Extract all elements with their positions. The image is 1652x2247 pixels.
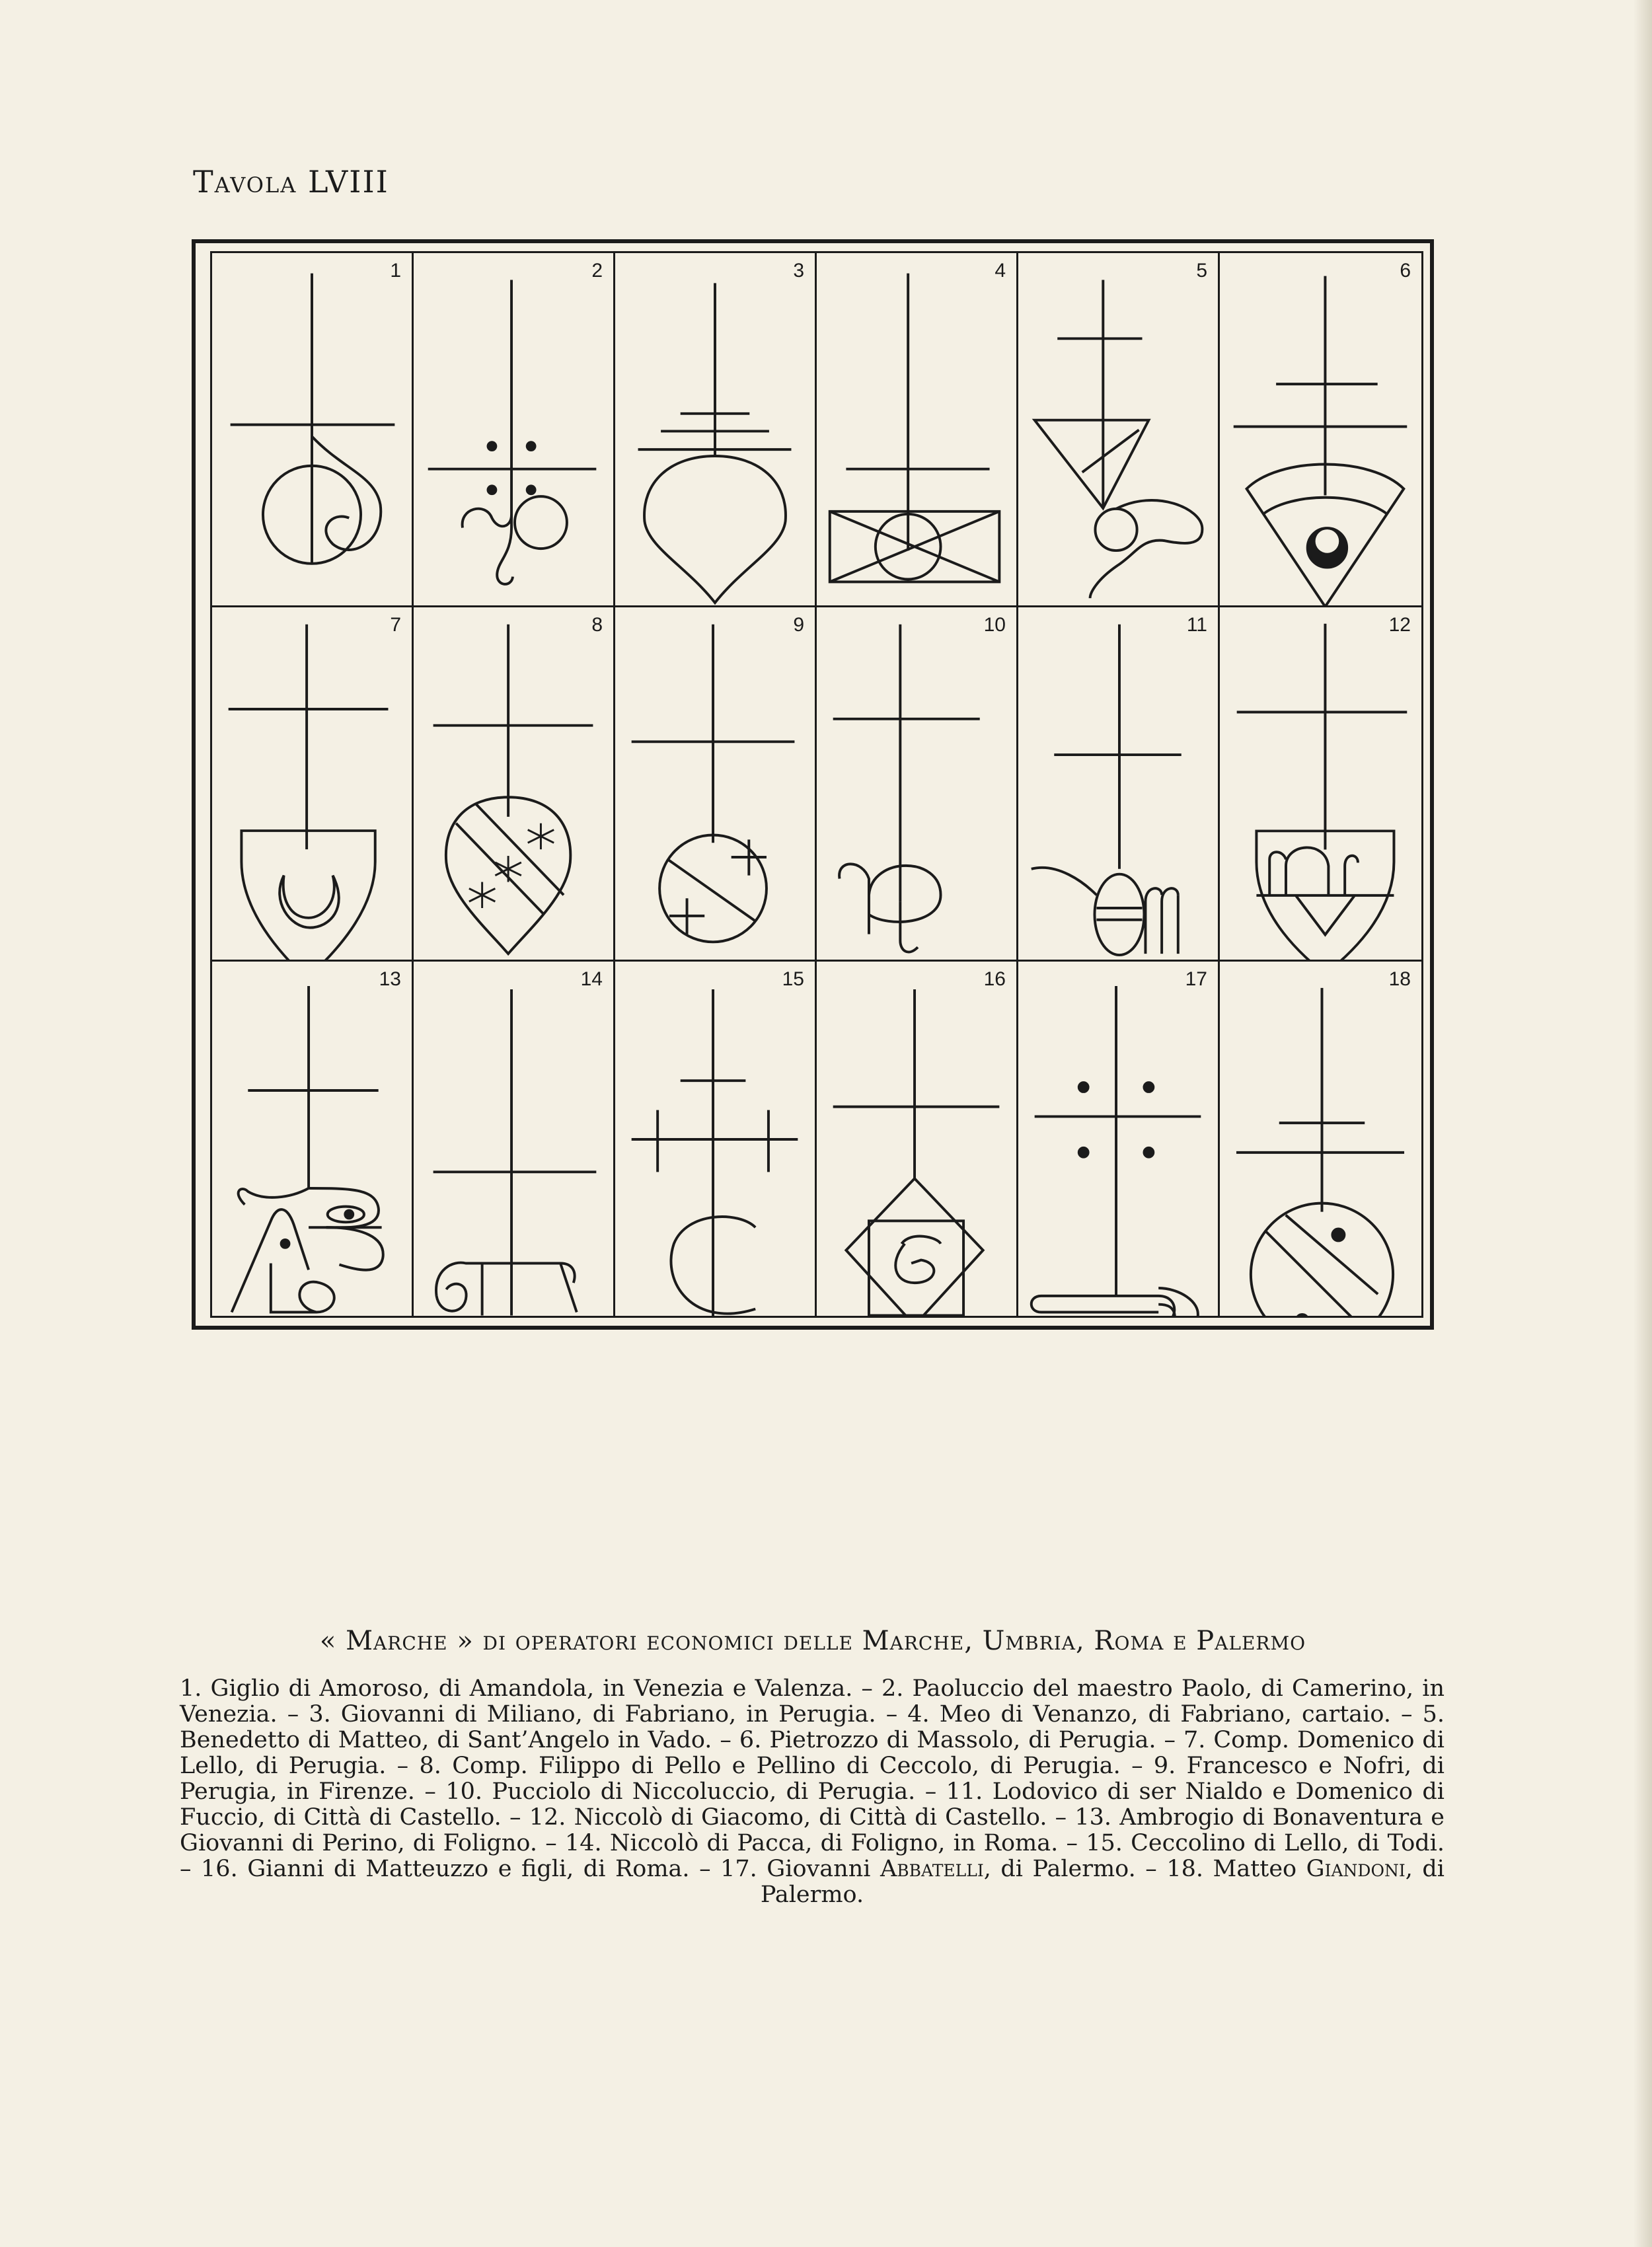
page-edge-shadow	[1633, 0, 1652, 2247]
mark-cell-17	[1018, 962, 1220, 1316]
caption-title: « Marche » di operatori economici delle Marche, Umbria, Roma e Palermo	[319, 1626, 1306, 1656]
mark-cell-4	[817, 253, 1018, 607]
caption-body	[180, 1676, 1445, 1908]
mark-number: 10	[983, 614, 1006, 636]
merchant-mark-4-icon	[817, 253, 1016, 605]
plate-title: Tavola LVIII	[193, 164, 389, 200]
mark-number: 5	[1196, 260, 1207, 282]
mark-cell-16	[817, 962, 1018, 1316]
merchant-mark-1-icon	[212, 253, 412, 605]
caption-text-part: , di Palermo. – 18. Matteo	[983, 1856, 1306, 1882]
mark-number: 2	[591, 260, 603, 282]
mark-number: 4	[995, 260, 1006, 282]
merchant-mark-9-icon	[615, 607, 815, 960]
mark-cell-18	[1220, 962, 1421, 1316]
mark-number: 8	[591, 614, 603, 636]
mark-number: 14	[580, 968, 603, 990]
mark-cell-7	[212, 607, 414, 962]
mark-number: 13	[379, 968, 401, 990]
mark-number: 9	[793, 614, 804, 636]
plate-frame	[192, 239, 1434, 1330]
mark-cell-3	[615, 253, 817, 607]
mark-number: 17	[1185, 968, 1207, 990]
mark-number: 6	[1400, 260, 1411, 282]
marks-grid	[210, 251, 1423, 1572]
mark-cell-10	[817, 607, 1018, 962]
mark-cell-8	[414, 607, 615, 962]
merchant-mark-16-icon	[817, 962, 1016, 1316]
merchant-mark-6-icon	[1220, 253, 1421, 605]
mark-cell-11	[1018, 607, 1220, 962]
merchant-mark-15-icon	[615, 962, 815, 1316]
mark-cell-9	[615, 607, 817, 962]
mark-cell-15	[615, 962, 817, 1316]
merchant-mark-17-icon	[1018, 962, 1218, 1316]
caption-text-part: 1. Giglio di Amoroso, di Amandola, in Venezia e Valenza. – 2. Paoluccio del maestro Paolo, di Camerino, in Venezia. – 3. Giovanni di Miliano, di Fabriano, in Perugia. – 4. Meo di Venanzo, di Fabriano, cartaio. – 5. Benedetto di Matteo, di Sant’Angelo in Vado. – 6. Pietrozzo di Massolo, di Perugia. – 7. Comp. Domenico di Lello, di Perugia. – 8. Comp. Filippo di Pello e Pellino di Ceccolo, di Perugia. – 9. Francesco e Nofri, di Perugia, in Firenze. – 10. Pucciolo di Niccoluccio, di Perugia. – 11. Lodovico di ser Nialdo e Domenico di Fuccio, di Città di Castello. – 12. Niccolò di Giacomo, di Città di Castello. – 13. Ambrogio di Bonaventura e Giovanni di Perino, di Foligno. – 14. Niccolò di Pacca, di Foligno, in Roma. – 15. Ceccolino di Lello, di Todi. – 16. Gianni di Matteuzzo e figli, di Roma. – 17. Giovanni	[180, 1675, 1445, 1882]
mark-number: 11	[1186, 614, 1207, 636]
mark-number: 7	[390, 614, 401, 636]
caption-text-part: , di Palermo.	[760, 1856, 1445, 1908]
mark-cell-1	[212, 253, 414, 607]
mark-number: 15	[782, 968, 804, 990]
mark-number: 16	[983, 968, 1006, 990]
merchant-mark-11-icon	[1018, 607, 1218, 960]
merchant-mark-13-icon	[212, 962, 412, 1316]
mark-cell-6	[1220, 253, 1421, 607]
mark-cell-5	[1018, 253, 1220, 607]
merchant-mark-10-icon	[817, 607, 1016, 960]
merchant-mark-8-icon	[414, 607, 613, 960]
mark-cell-12	[1220, 607, 1421, 962]
caption-surname: Abbatelli	[880, 1856, 984, 1882]
mark-cell-14	[414, 962, 615, 1316]
merchant-mark-14-icon	[414, 962, 613, 1316]
merchant-mark-12-icon	[1220, 607, 1421, 960]
merchant-mark-3-icon	[615, 253, 815, 605]
mark-number: 1	[390, 260, 401, 282]
mark-cell-13	[212, 962, 414, 1316]
merchant-mark-5-icon	[1018, 253, 1218, 605]
mark-number: 18	[1388, 968, 1411, 990]
merchant-mark-18-icon	[1220, 962, 1421, 1316]
mark-number: 12	[1388, 614, 1411, 636]
merchant-mark-7-icon	[212, 607, 412, 960]
caption-surname: Giandoni	[1306, 1856, 1406, 1882]
mark-cell-2	[414, 253, 615, 607]
merchant-mark-2-icon	[414, 253, 613, 605]
mark-number: 3	[793, 260, 804, 282]
